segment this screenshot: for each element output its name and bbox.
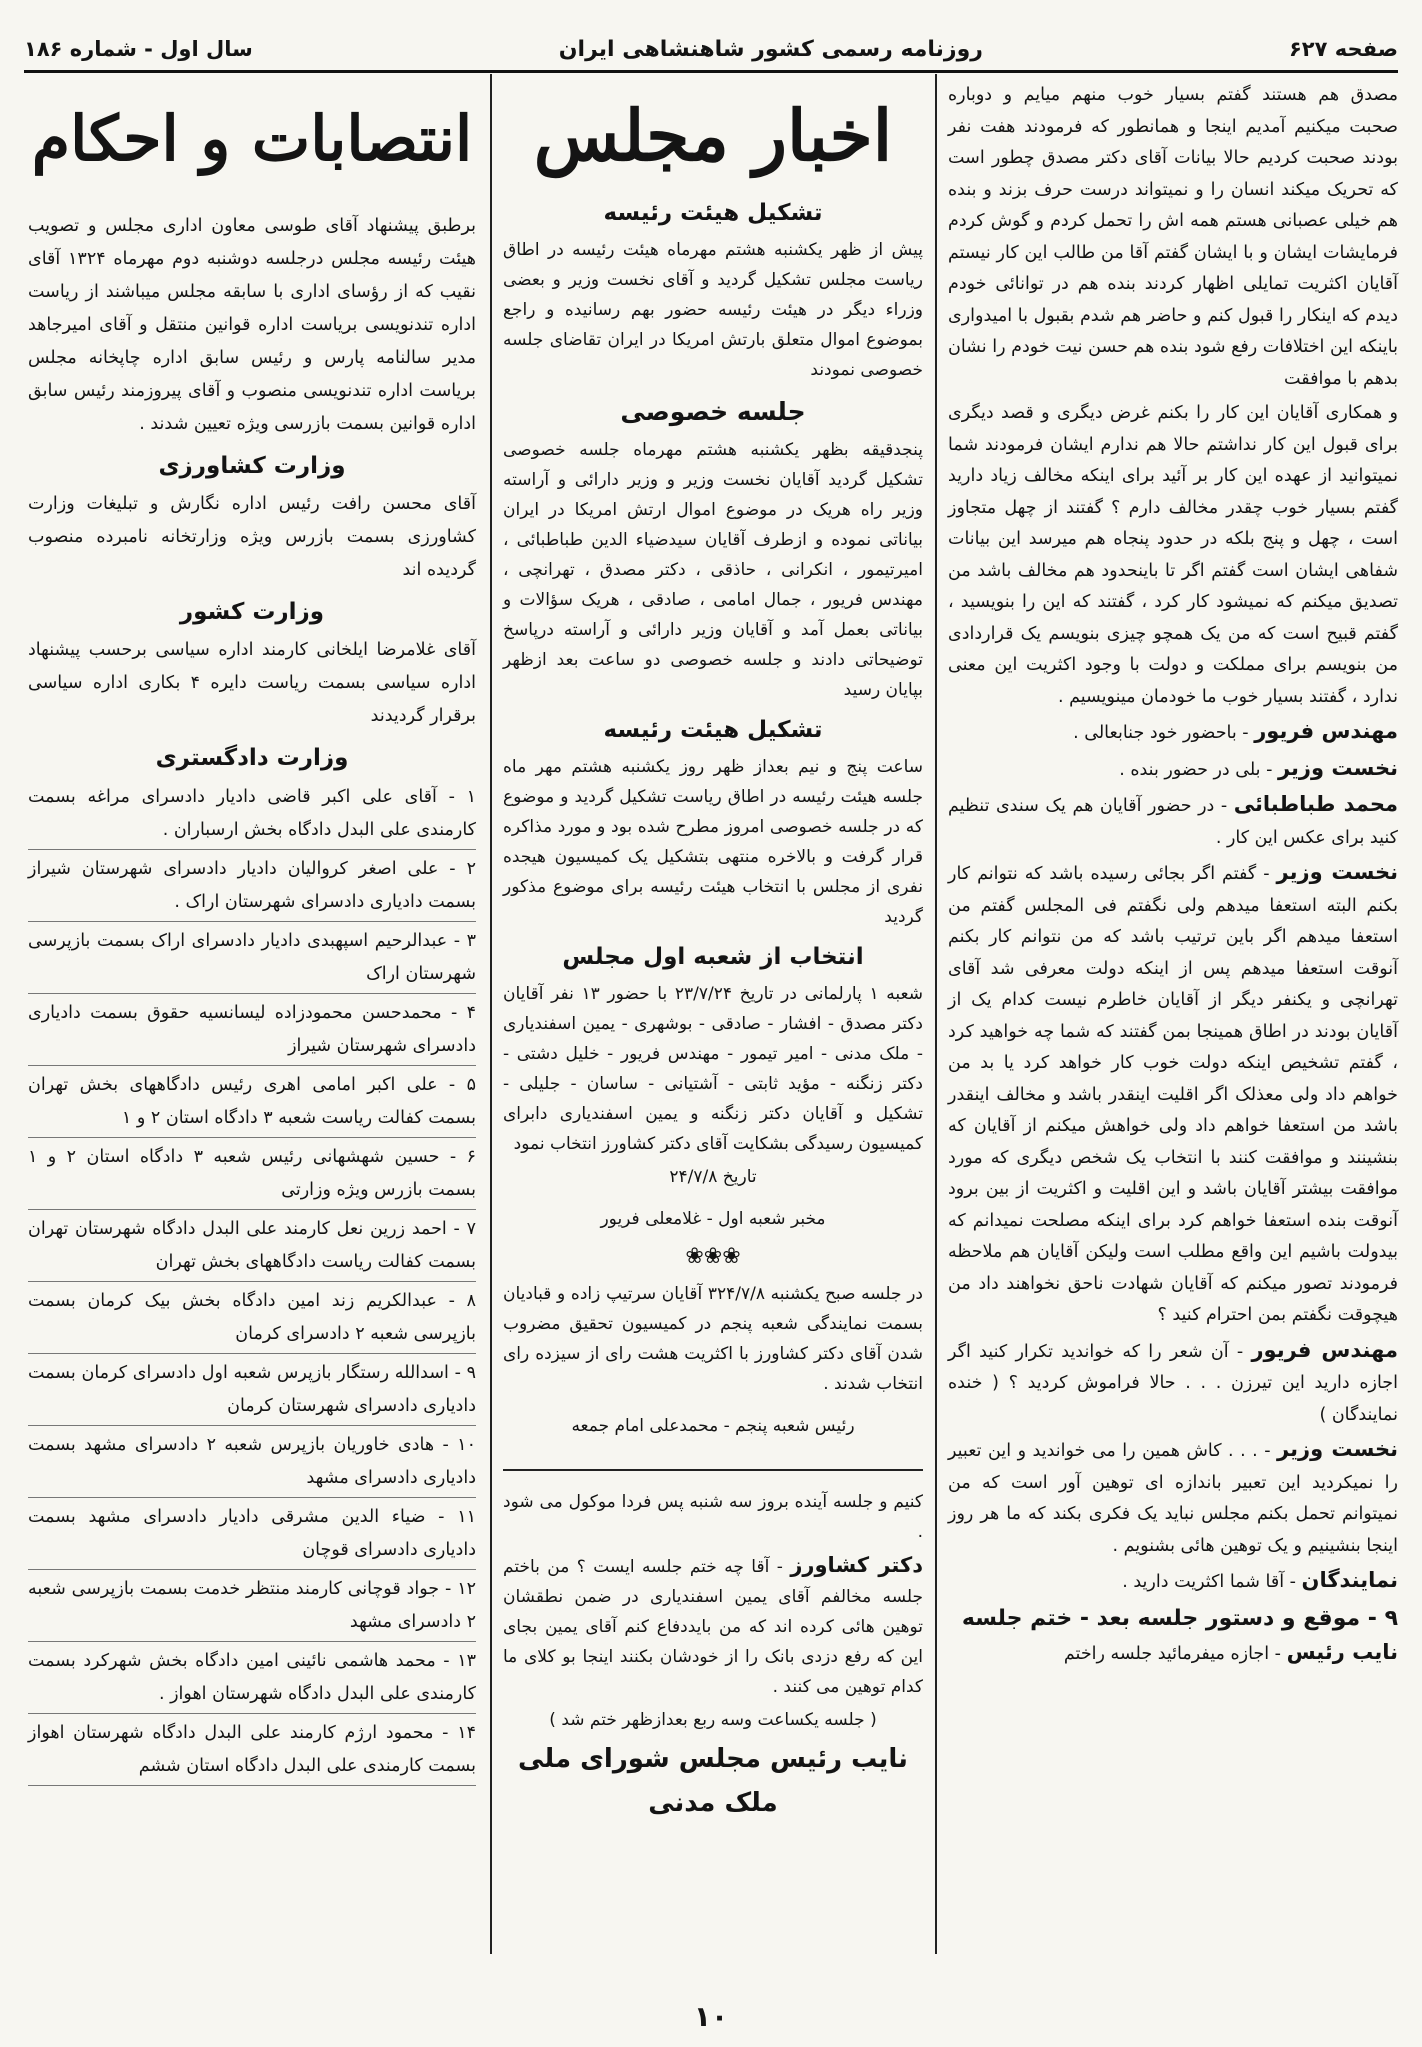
section-heading: انتخاب از شعبه اول مجلس [562, 943, 864, 970]
page-number-footer: ۱۰ [693, 2000, 729, 2033]
appointment-item: ۴ - محمدحسن محمودزاده لیسانسیه حقوق بسمت دادیاری دادسرای شهرستان شیراز [28, 997, 476, 1066]
date-line: تاریخ ۲۴/۷/۸ [669, 1166, 757, 1187]
speech: دکتر کشاورز - آقا چه ختم جلسه ایست ؟ من باختم جلسه مخالفم آقای یمین اسفندیاری در ضمن نطقشان توهین هائی کرده اند که من بایددفاع کنم آقای یمین بجای این که رفع دزدی بانک را از خودشان بکنند اینجا بو کلای ما کدام توهین می کنند . [503, 1552, 923, 1697]
agenda-item-heading: ۹ - موقع و دستور جلسه بعد - ختم جلسه [961, 1605, 1398, 1631]
appointment-item: ۹ - اسدالله رستگار بازپرس شعبه اول دادسرای کرمان بسمت دادیاری دادسرای شهرستان کرمان [28, 1357, 476, 1426]
signature-line: مخبر شعبه اول - غلامعلی فریور [600, 1208, 826, 1229]
speaker-name: نخست وزیر [1277, 1437, 1398, 1461]
section-heading: جلسه خصوصی [620, 397, 806, 427]
paragraph: و همکاری آقایان این کار را بکنم غرض دیگری و قصد دیگری برای قبول این کار نداشتم حالا هم ندارم ایشان فرمودند شما نمیتوانید از عهده این کار بر آئید برای اینکه مخالف زیاد دارید گفتم بسیار خوب چقدر مخالف دارم ؟ گفتند از چهل متجاوز است ، چهل و پنج بلکه در حدود پنجاه هم میرسد این بیانات شفاهی ایشان است گفتم اگر تا باینحدود هم مخالف باشد من تصدیق میکنم که نمیشود کار کرد ، گفتند که این را بنویسید ، گفتم قبیح است که من یک همچو چیزی بنویسم یک قراردادی من بنویسم برای مملکت و دولت با وجود اکثریت این معنی ندارد ، گفتند بسیار خوب ما خودمان مینویسیم . [948, 403, 1398, 707]
paragraph: آقای محسن رافت رئیس اداره نگارش و تبلیغات وزارت کشاورزی بسمت بازرس ویژه وزارتخانه نامبرده منصوب گردیده اند [28, 494, 476, 581]
speech-text: آن شعر را که خواندید تکرار کنید اگر اجازه دارید این تیرزن . . . حالا فراموش کردید ؟ ( خنده نمایندگان ) [948, 1341, 1398, 1425]
speech-text: در حضور آقایان هم یک سندی تنظیم کنید برای عکس این کار . [948, 796, 1398, 848]
speaker-name: نخست وزیر [1276, 860, 1398, 884]
speaker-name: نخست وزیر [1277, 755, 1398, 780]
ornament-divider: ❀❀❀ [685, 1243, 741, 1269]
paragraph: کنیم و جلسه آینده بروز سه شنبه پس فردا موکول می شود . [503, 1491, 923, 1542]
speaker-name: مهندس فریور [1251, 1337, 1398, 1362]
speech: نایب رئیس - اجازه میفرمائید جلسه راختم [1063, 1640, 1398, 1664]
appointment-item: ۸ - عبدالکریم زند امین دادگاه بخش بیک کرمان بسمت بازپرسی شعبه ۲ دادسرای کرمان [28, 1285, 476, 1354]
section-masthead: انتصابات و احکام [31, 102, 473, 175]
paragraph: پیش از ظهر یکشنبه هشتم مهرماه هیئت رئیسه در اطاق ریاست مجلس تشکیل گردید و آقای نخست وزیر و بعضی وزراء دیگر در هیئت رئیسه حضور بهم رسانیده و راجع بموضوع اموال متعلق بارتش امریکا در ایران تقاضای جلسه خصوصی نمودند [503, 240, 923, 381]
speaker-name: نایب رئیس [1286, 1640, 1398, 1664]
speaker-name: دکتر کشاورز [790, 1552, 923, 1577]
appointment-item: ۶ - حسین شهشهانی رئیس شعبه ۳ دادگاه استان ۲ و ۱ بسمت بازرس ویژه وزارتی [28, 1141, 476, 1210]
issue-label: سال اول - شماره ۱۸۶ [24, 37, 253, 61]
speech: نمایندگان - آقا شما اکثریت دارید . [1122, 1568, 1398, 1592]
paragraph: آقای غلامرضا ایلخانی کارمند اداره سیاسی برحسب پیشنهاد اداره سیاسی بسمت ریاست دایره ۴ بکاری اداره سیاسی برقرار گردیدند [28, 640, 477, 727]
speech-text: باحضور خود جنابعالی . [1073, 723, 1237, 743]
speaker-name: نمایندگان [1301, 1568, 1398, 1592]
appointment-item: ۵ - علی اکبر امامی اهری رئیس دادگاههای بخش تهران بسمت کفالت ریاست شعبه ۳ دادگاه استان ۲ و ۱ [28, 1069, 476, 1138]
speaker-name: محمد طباطبائی [1233, 792, 1399, 816]
paragraph: مصدق هم هستند گفتم بسیار خوب منهم میایم و دوباره صحبت میکنیم آمدیم اینجا و همانطور که فرمودند هفت نفر بودند صحبت کردیم حالا بیانات آقای دکتر مصدق چطور است که تحریک میکند انسان را و نمیتواند درست حرف بزند و بنده هم خیلی عصبانی هستم همه اش را تحمل کردم و گوش کردم فرمایشات ایشان و با ایشان گفتم آقا من طالب این کار نیستم آقایان اکثریت تمایلی اظهار کردند بنده هم در توانائی خودم دیدم که اینکار را قبول کنم و حاضر هم شدم بقبول با امیدواری باینکه این اختلافات رفع شود بنده هم حسن نیت خودم را نشان بدهم با موافقت [948, 85, 1398, 389]
paragraph: در جلسه صبح یکشنبه ۳۲۴/۷/۸ آقایان سرتیپ زاده و قبادیان بسمت نمایندگی شعبه پنجم در کمیسیون تحقیق مضروب شدن آقای دکتر کشاورز با اکثریت هشت رای از سیزده رای انتخاب شدند . [503, 1283, 923, 1394]
speech-text: آقا چه ختم جلسه ایست ؟ من باختم جلسه مخالفم آقای یمین اسفندیاری در ضمن نطقشان توهین هائی کرده اند که من بایددفاع کنم آقای یمین بجای این که رفع دزدی بانک را از خودشان بکنند اینجا بو کلای ما کدام توهین می کنند . [503, 1556, 923, 1697]
column-right [938, 74, 1408, 2004]
paragraph: برطبق پیشنهاد آقای طوسی معاون اداری مجلس و تصویب هیئت رئیسه مجلس درجلسه دوشنبه دوم مهرماه ۱۳۲۴ آقای نقیب که از رؤسای اداری با سابقه مجلس میباشند از ریاست اداره تندنویسی بریاست اداره قوانین منتقل و آقای امیرجاهد مدیر سالنامه پارس و رئیس سابق اداره چاپخانه مجلس بریاست اداره تندنویسی منصوب و آقای پیروزمند رئیس سابق اداره قوانین بسمت بازرسی ویژه تعیین شدند . [28, 216, 476, 435]
section-heading: تشکیل هیئت رئیسه [603, 200, 823, 226]
appointment-item: ۷ - احمد زرین نعل کارمند علی البدل دادگاه شهرستان تهران بسمت کفالت ریاست دادگاههای بخش تهران [28, 1213, 476, 1282]
column-left [18, 74, 486, 2004]
speech-text: اجازه میفرمائید جلسه راختم [1063, 1644, 1270, 1664]
speaker-name: مهندس فریور [1254, 719, 1398, 743]
section-heading: تشکیل هیئت رئیسه [603, 716, 823, 743]
section-heading: وزارت کشاورزی [158, 453, 346, 480]
signatory-name: ملک مدنی [648, 1787, 778, 1818]
column-middle [493, 74, 933, 2004]
speech: نخست وزیر - . . . کاش همین را می خواندید و این تعبیر را نمیکردید این تعبیر باندازه ای توهین آور است که من نمیتوانم تحمل بکنم مجلس نباید یک فکری بکند که ما هر روز اینجا بنشینیم و یک توهین هائی بشنویم . [948, 1437, 1398, 1556]
paragraph: شعبه ۱ پارلمانی در تاریخ ۲۳/۷/۲۴ با حضور ۱۳ نفر آقایان دکتر مصدق - افشار - صادقی - بوشهری - یمین اسفندیاری - ملک مدنی - امیر تیمور - مهندس فریور - خلیل دشتی - دکتر زنگنه - مؤید ثابتی - آشتیانی - ساسان - جلیلی - تشکیل و آقایان دکتر زنگنه و یمین اسفندیاری دابرای کمیسیون رسیدگی بشکایت آقای دکتر کشاورز انتخاب نمود [503, 983, 923, 1154]
speech-text: بلی در حضور بنده . [1119, 759, 1261, 780]
speech-text: . . . کاش همین را می خواندید و این تعبیر را نمیکردید این تعبیر باندازه ای توهین آور است که من نمیتوانم تحمل بکنم مجلس نباید یک فکری بکند که ما هر روز اینجا بنشینیم و یک توهین هائی بشنویم . [948, 1441, 1398, 1556]
signature-line: رئیس شعبه پنجم - محمدعلی امام جمعه [571, 1415, 855, 1436]
section-heading: وزارت دادگستری [155, 745, 349, 772]
speech-text: گفتم اگر بجائی رسیده باشد که نتوانم کار بکنم البته استعفا میدهم ولی نگفتم فی المجلس گفتم من استعفا میدهم اگر باین ترتیب باشد که من نتوانم کار بکنم آنوقت استعفا میدهم پس از اینکه دولت معرفی شد آقای تهرانچی و یکنفر دیگر از آقایان خاطرم نیست کدام یک از آقایان بودند در اطاق همینجا بمن گفتند که شما چه خواهید کرد ، گفتم تشخیص اینکه دولت خوب کار خواهد کرد یا بد من خواهم داد ولی معذلک اگر اقلیت اینقدر باشد و مخالف اینقدر باشد من استعفا خواهم داد ولی خواهش میکنم از آقایان که بنشینند و موافقت کنند با انتخاب یک شخص دیگری که مورد موافقت بیشتر آقایان باشد و این اقلیت و اکثریت از بین برود آنوقت بنده استعفا خواهم کرد برای اینکه مصلحت نمیدانم که بیدولت باشیم این واقع مطلب است ولیکن آقایان هم ملاحظه فرمودند تصور میکنم که آقایان شهادت ناحق نخواهند داد من هیچوقت نگفتم بمن احترام کنید ؟ [948, 864, 1398, 1325]
page-number-label: صفحه ۶۲۷ [1288, 37, 1398, 61]
appointment-item: ۱۰ - هادی خاوریان بازپرس شعبه ۲ دادسرای مشهد بسمت دادیاری دادسرای مشهد [28, 1429, 476, 1498]
signatory-title: نایب رئیس مجلس شورای ملی [518, 1743, 908, 1774]
column-divider [490, 74, 492, 1954]
speech: مهندس فریور - آن شعر را که خواندید تکرار کنید اگر اجازه دارید این تیرزن . . . حالا فراموش کردید ؟ ( خنده نمایندگان ) [948, 1337, 1398, 1425]
newspaper-title: روزنامه رسمی کشور شاهنشاهی ایران [558, 36, 983, 62]
column-divider [935, 74, 937, 1954]
appointment-item: ۱ - آقای علی اکبر قاضی دادیار دادسرای مراغه بسمت کارمندی علی البدل دادگاه بخش ارسباران . [28, 781, 476, 850]
section-heading: وزارت کشور [179, 599, 325, 626]
appointment-item: ۳ - عبدالرحیم اسپهبدی دادیار دادسرای اراک بسمت بازپرسی شهرستان اراک [28, 925, 476, 994]
speech: نخست وزیر - بلی در حضور بنده . [1119, 755, 1398, 780]
paragraph: پنجدقیقه بظهر یکشنبه هشتم مهرماه جلسه خصوصی تشکیل گردید آقایان نخست وزیر و وزیر دارائی و آراسته وزیر راه هریک در موضوع اموال ارتش امریکا در ایران بیاناتی نموده و ازطرف آقایان سیدضیاء الدین طباطبائی ، امیرتیمور ، انکرانی ، حاذقی ، دکتر مصدق ، تهرانچی ، مهندس فریور ، جمال امامی ، صادقی ، هریک سؤالات و بیاناتی بعمل آمد و آقایان وزیر دارائی و آراسته درپاسخ توضیحاتی دادند و جلسه خصوصی دو ساعت بعد ازظهر بپایان رسید [503, 439, 923, 700]
paragraph: ساعت پنج و نیم بعداز ظهر روز یکشنبه هشتم مهر ماه جلسه هیئت رئیسه در اطاق ریاست تشکیل گردید و موضوع که در جلسه خصوصی امروز مطرح شده بود و مورد مذاکره قرار گرفت و بالاخره منتهی بتشکیل یک کمیسیون هیجده نفری از مجلس با انتخاب هیئت رئیسه برای موضوع مذکور گردید [503, 756, 923, 927]
speech: محمد طباطبائی - در حضور آقایان هم یک سندی تنظیم کنید برای عکس این کار . [948, 792, 1399, 848]
appointment-item: ۱۴ - محمود ارژم کارمند علی البدل دادگاه شهرستان اهواز بسمت کارمندی علی البدل دادگاه استان ششم [28, 1717, 476, 1786]
appointment-item: ۱۳ - محمد هاشمی نائینی امین دادگاه بخش شهرکرد بسمت کارمندی علی البدل دادگاه شهرستان اهواز . [28, 1645, 476, 1714]
section-divider [503, 1469, 923, 1471]
speech: مهندس فریور - باحضور خود جنابعالی . [1073, 719, 1398, 743]
closing-note: ( جلسه یکساعت وسه ربع بعدازظهر ختم شد ) [549, 1709, 877, 1730]
speech: نخست وزیر - گفتم اگر بجائی رسیده باشد که نتوانم کار بکنم البته استعفا میدهم ولی نگفتم فی المجلس گفتم من استعفا میدهم اگر باین ترتیب باشد که من نتوانم کار بکنم آنوقت استعفا میدهم پس از اینکه دولت معرفی شد آقای تهرانچی و یکنفر دیگر از آقایان خاطرم نیست کدام یک از آقایان بودند در اطاق همینجا بمن گفتند که شما چه خواهید کرد ، گفتم تشخیص اینکه دولت خوب کار خواهد کرد یا بد من خواهم داد ولی معذلک اگر اقلیت اینقدر باشد و مخالف اینقدر باشد من استعفا خواهم داد ولی خواهش میکنم از آقایان که بنشینند و موافقت کنند با انتخاب یک شخص دیگری که مورد موافقت بیشتر آقایان باشد و این اقلیت و اکثریت از بین برود آنوقت بنده استعفا خواهم کرد برای اینکه مصلحت نمیدانم که بیدولت باشیم این واقع مطلب است ولیکن آقایان هم ملاحظه فرمودند تصور میکنم که آقایان شهادت ناحق نخواهند داد من هیچوقت نگفتم بمن احترام کنید ؟ [948, 860, 1398, 1325]
appointment-item: ۱۱ - ضیاء الدین مشرقی دادیار دادسرای مشهد بسمت دادیاری دادسرای قوچان [28, 1501, 476, 1570]
appointment-item: ۱۲ - جواد قوچانی کارمند منتظر خدمت بسمت بازپرسی شعبه ۲ دادسرای مشهد [28, 1573, 476, 1642]
appointment-item: ۲ - علی اصغر کروالیان دادیار دادسرای شهرستان شیراز بسمت دادیاری دادسرای شهرستان اراک . [28, 853, 476, 922]
section-masthead: اخبار مجلس [533, 94, 893, 177]
speech-text: آقا شما اکثریت دارید . [1122, 1572, 1285, 1592]
page-header [24, 28, 1398, 73]
